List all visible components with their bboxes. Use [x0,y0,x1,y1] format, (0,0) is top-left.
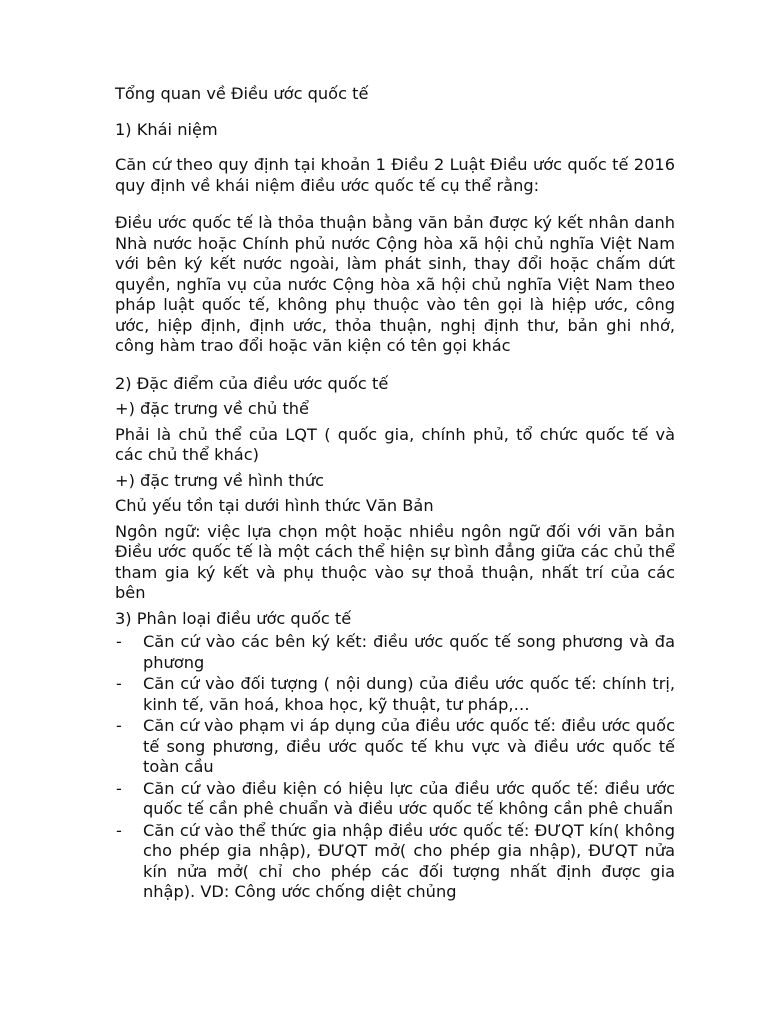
bullet-dash: - [116,820,122,840]
bullet-dash: - [116,632,122,651]
bullet-dash: - [116,778,122,798]
intro-paragraph: Căn cứ theo quy định tại khoản 1 Điều 2 Luật Điều ước quốc tế 2016 quy định về khái niệm điều ước quốc tế cụ thể rằng: [115,155,675,195]
list-item-text: Căn cứ vào các bên ký kết: điều ước quốc tế song phương và đa phương [143,632,675,672]
subject-trait-description: Phải là chủ thể của LQT ( quốc gia, chính phủ, tổ chức quốc tế và các chủ thể khác) [115,424,675,464]
section-heading-characteristics: 2) Đặc điểm của điều ước quốc tế [115,373,389,393]
form-trait-heading: +) đặc trưng về hình thức [115,470,325,490]
list-item-text: Căn cứ vào phạm vi áp dụng của điều ước quốc tế: điều ước quốc tế song phương, điều ước quốc tế khu vực và điều ước quốc tế toàn cầu [143,716,675,776]
list-item [115,716,675,778]
list-item [115,674,675,715]
section-heading-classification: 3) Phân loại điều ước quốc tế [115,608,352,628]
form-trait-description: Chủ yếu tồn tại dưới hình thức Văn Bản [115,496,434,515]
section-heading-concept: 1) Khái niệm [115,119,218,139]
definition-paragraph: Điều ước quốc tế là thỏa thuận bằng văn bản được ký kết nhân danh Nhà nước hoặc Chính phủ nước Cộng hòa xã hội chủ nghĩa Việt Nam với bên ký kết nước ngoài, làm phát sinh, thay đổi hoặc chấm dứt quyền, nghĩa vụ của nước Cộng hòa xã hội chủ nghĩa Việt Nam theo pháp luật quốc tế, không phụ thuộc vào tên gọi là hiệp ước, công ước, hiệp định, định ước, thỏa thuận, nghị định thư, bản ghi nhớ, công hàm trao đổi hoặc văn kiện có tên gọi khác [115,213,675,355]
list-item-text: Căn cứ vào điều kiện có hiệu lực của điều ước quốc tế: điều ước quốc tế cần phê chuẩn và điều ước quốc tế không cần phê chuẩn [143,778,675,818]
list-item-text: Căn cứ vào thể thức gia nhập điều ước quốc tế: ĐƯQT kín( không cho phép gia nhập), ĐƯQT mở( cho phép gia nhập), ĐƯQT nửa kín nửa mở( chỉ cho phép các đối tượng nhất định được gia nhập). VD: Công ước chống diệt chủng [143,820,675,901]
list-item-text: Căn cứ vào đối tượng ( nội dung) của điều ước quốc tế: chính trị, kinh tế, văn hoá, khoa học, kỹ thuật, tư pháp,… [143,674,675,714]
document-page [115,84,675,904]
bullet-dash: - [116,674,122,693]
subject-trait-heading: +) đặc trưng về chủ thể [115,399,310,418]
list-item [115,821,675,903]
document-title: Tổng quan về Điều ước quốc tế [115,84,369,103]
list-item [115,632,675,673]
list-item [115,779,675,820]
language-description: Ngôn ngữ: việc lựa chọn một hoặc nhiều ngôn ngữ đối với văn bản Điều ước quốc tế là một cách thể hiện sự bình đẳng giữa các chủ thể tham gia ký kết và phụ thuộc vào sự thoả thuận, nhất trí của các bên [115,521,675,602]
bullet-dash: - [116,716,122,735]
classification-list [115,632,675,903]
